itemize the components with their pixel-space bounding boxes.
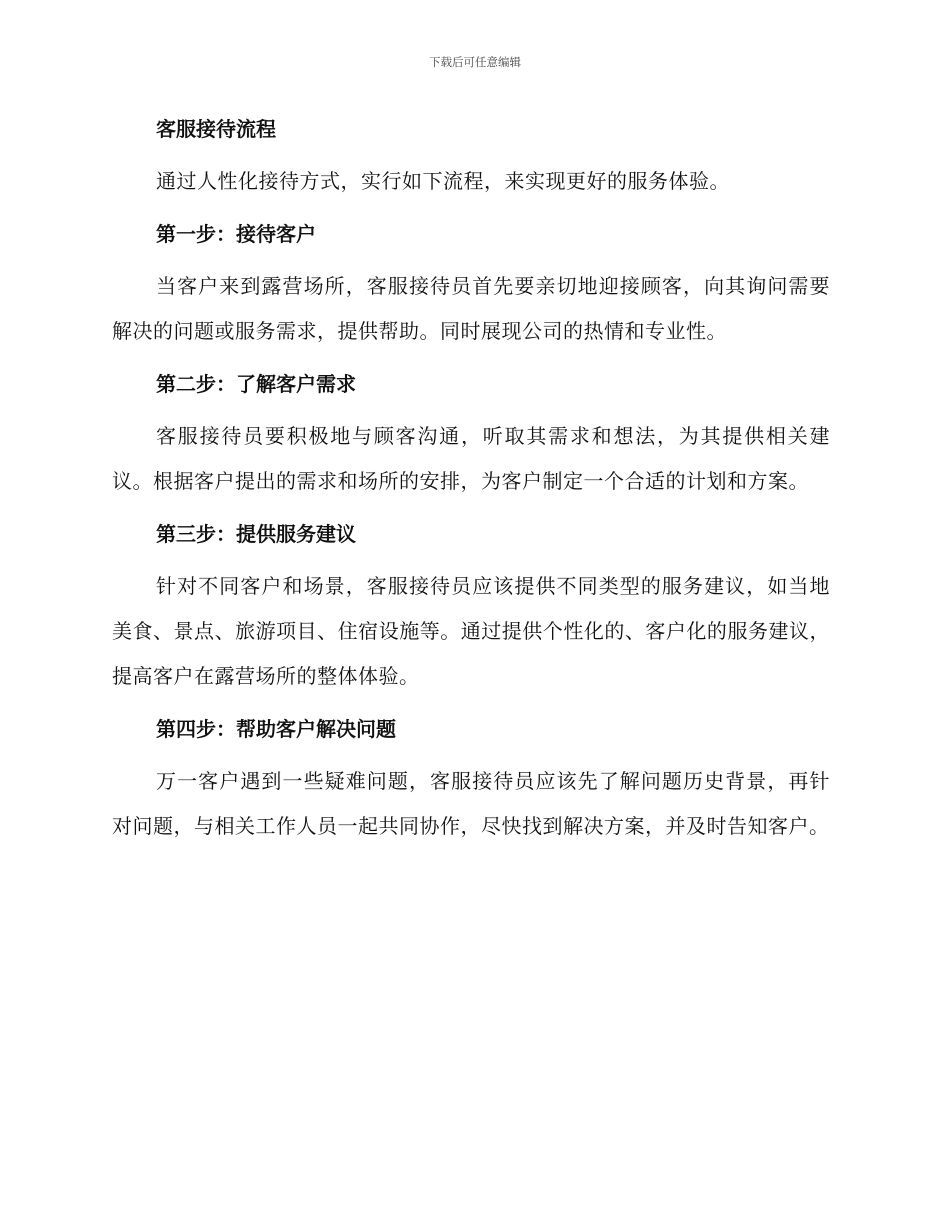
step-3-paragraph: 针对不同客户和场景，客服接待员应该提供不同类型的服务建议，如当地美食、景点、旅游项目、住宿设施等。通过提供个性化的、客户化的服务建议，提高客户在露营场所的整体体验。 [112,574,830,688]
step-1-paragraph: 当客户来到露营场所，客服接待员首先要亲切地迎接顾客，向其询问需要解决的问题或服务需求，提供帮助。同时展现公司的热情和专业性。 [112,274,830,343]
page-header-note: 下载后可任意编辑 [429,55,521,69]
intro-paragraph: 通过人性化接待方式，实行如下流程，来实现更好的服务体验。 [156,169,730,193]
step-4-paragraph: 万一客户遇到一些疑难问题，客服接待员应该先了解问题历史背景，再针对问题，与相关工作人员一起共同协作，尽快找到解决方案，并及时告知客户。 [112,769,830,838]
document-body [112,112,830,849]
step-1-heading: 第一步：接待客户 [156,222,316,246]
step-2-paragraph: 客服接待员要积极地与顾客沟通，听取其需求和想法，为其提供相关建议。根据客户提出的需求和场所的安排，为客户制定一个合适的计划和方案。 [112,424,830,493]
step-4-heading: 第四步：帮助客户解决问题 [156,717,396,741]
document-title: 客服接待流程 [156,117,276,141]
step-2-heading: 第二步：了解客户需求 [156,372,356,396]
step-3-heading: 第三步：提供服务建议 [156,522,356,546]
